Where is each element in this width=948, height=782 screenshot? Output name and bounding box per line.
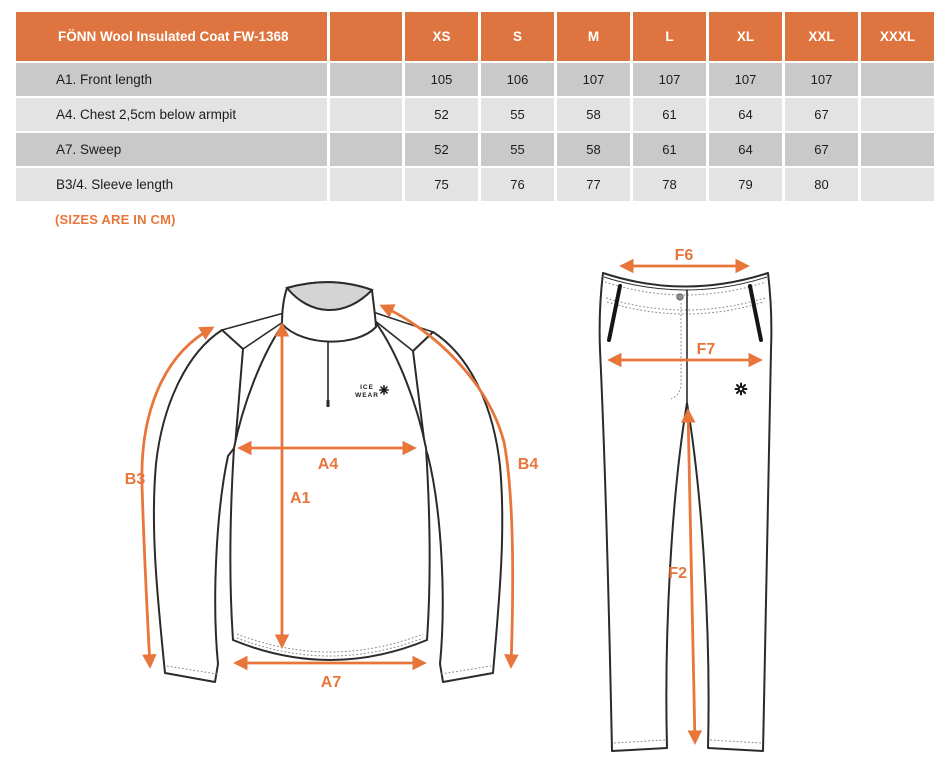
spacer-cell xyxy=(330,63,402,96)
table-row xyxy=(16,168,934,201)
spacer-cell xyxy=(330,98,402,131)
value-cell: 107 xyxy=(557,63,630,96)
value-cell: 64 xyxy=(709,98,782,131)
size-header-cell: XXL xyxy=(785,12,858,61)
table-header-row xyxy=(16,12,934,61)
logo-snowflake-icon xyxy=(380,386,388,394)
waist-button xyxy=(677,294,683,300)
value-cell: 52 xyxy=(405,133,478,166)
value-cell: 55 xyxy=(481,98,554,131)
size-chart-note: (SIZES ARE IN CM) xyxy=(55,212,176,227)
svg-text:WEAR: WEAR xyxy=(355,392,379,399)
spacer-header-cell xyxy=(330,12,402,61)
value-cell: 55 xyxy=(481,133,554,166)
value-cell: 52 xyxy=(405,98,478,131)
measure-arrow-f2 xyxy=(688,411,695,742)
value-cell: 78 xyxy=(633,168,706,201)
size-header-cell: S xyxy=(481,12,554,61)
label-a4: A4 xyxy=(317,456,339,473)
row-label-cell: B3/4. Sleeve length xyxy=(16,168,327,201)
size-table xyxy=(13,10,937,203)
value-cell: 80 xyxy=(785,168,858,201)
pants-measurement-diagram xyxy=(560,240,948,782)
value-cell: 61 xyxy=(633,133,706,166)
value-cell: 79 xyxy=(709,168,782,201)
row-label-cell: A4. Chest 2,5cm below armpit xyxy=(16,98,327,131)
value-cell: 107 xyxy=(633,63,706,96)
value-cell xyxy=(861,98,934,131)
product-title-cell: FÖNN Wool Insulated Coat FW-1368 xyxy=(16,12,327,61)
label-a1: A1 xyxy=(290,490,311,507)
spacer-cell xyxy=(330,168,402,201)
value-cell: 76 xyxy=(481,168,554,201)
spacer-cell xyxy=(330,133,402,166)
value-cell: 58 xyxy=(557,98,630,131)
value-cell: 106 xyxy=(481,63,554,96)
value-cell xyxy=(861,133,934,166)
table-row xyxy=(16,133,934,166)
row-label-cell: A1. Front length xyxy=(16,63,327,96)
value-cell: 61 xyxy=(633,98,706,131)
label-f7: F7 xyxy=(696,341,716,358)
pants-outline xyxy=(600,273,772,751)
jacket-left-sleeve xyxy=(154,330,243,682)
jacket-body xyxy=(222,305,433,660)
table-row xyxy=(16,63,934,96)
value-cell: 67 xyxy=(785,98,858,131)
table-row xyxy=(16,98,934,131)
value-cell: 75 xyxy=(405,168,478,201)
value-cell: 77 xyxy=(557,168,630,201)
size-header-cell: M xyxy=(557,12,630,61)
value-cell xyxy=(861,63,934,96)
value-cell xyxy=(861,168,934,201)
label-f6: F6 xyxy=(674,247,694,264)
label-b4: B4 xyxy=(517,456,539,473)
size-header-cell: L xyxy=(633,12,706,61)
zipper-pull xyxy=(327,400,330,407)
size-header-cell: XL xyxy=(709,12,782,61)
label-a7: A7 xyxy=(320,674,342,691)
label-b3: B3 xyxy=(124,471,146,488)
jacket-measurement-diagram xyxy=(100,250,560,782)
value-cell: 105 xyxy=(405,63,478,96)
pants-snowflake-icon xyxy=(736,384,747,395)
value-cell: 107 xyxy=(785,63,858,96)
svg-text:ICE: ICE xyxy=(360,384,374,391)
value-cell: 107 xyxy=(709,63,782,96)
jacket-collar xyxy=(282,282,376,341)
size-header-cell: XXXL xyxy=(861,12,934,61)
row-label-cell: A7. Sweep xyxy=(16,133,327,166)
value-cell: 67 xyxy=(785,133,858,166)
label-f2: F2 xyxy=(668,565,687,582)
value-cell: 64 xyxy=(709,133,782,166)
value-cell: 58 xyxy=(557,133,630,166)
size-header-cell: XS xyxy=(405,12,478,61)
